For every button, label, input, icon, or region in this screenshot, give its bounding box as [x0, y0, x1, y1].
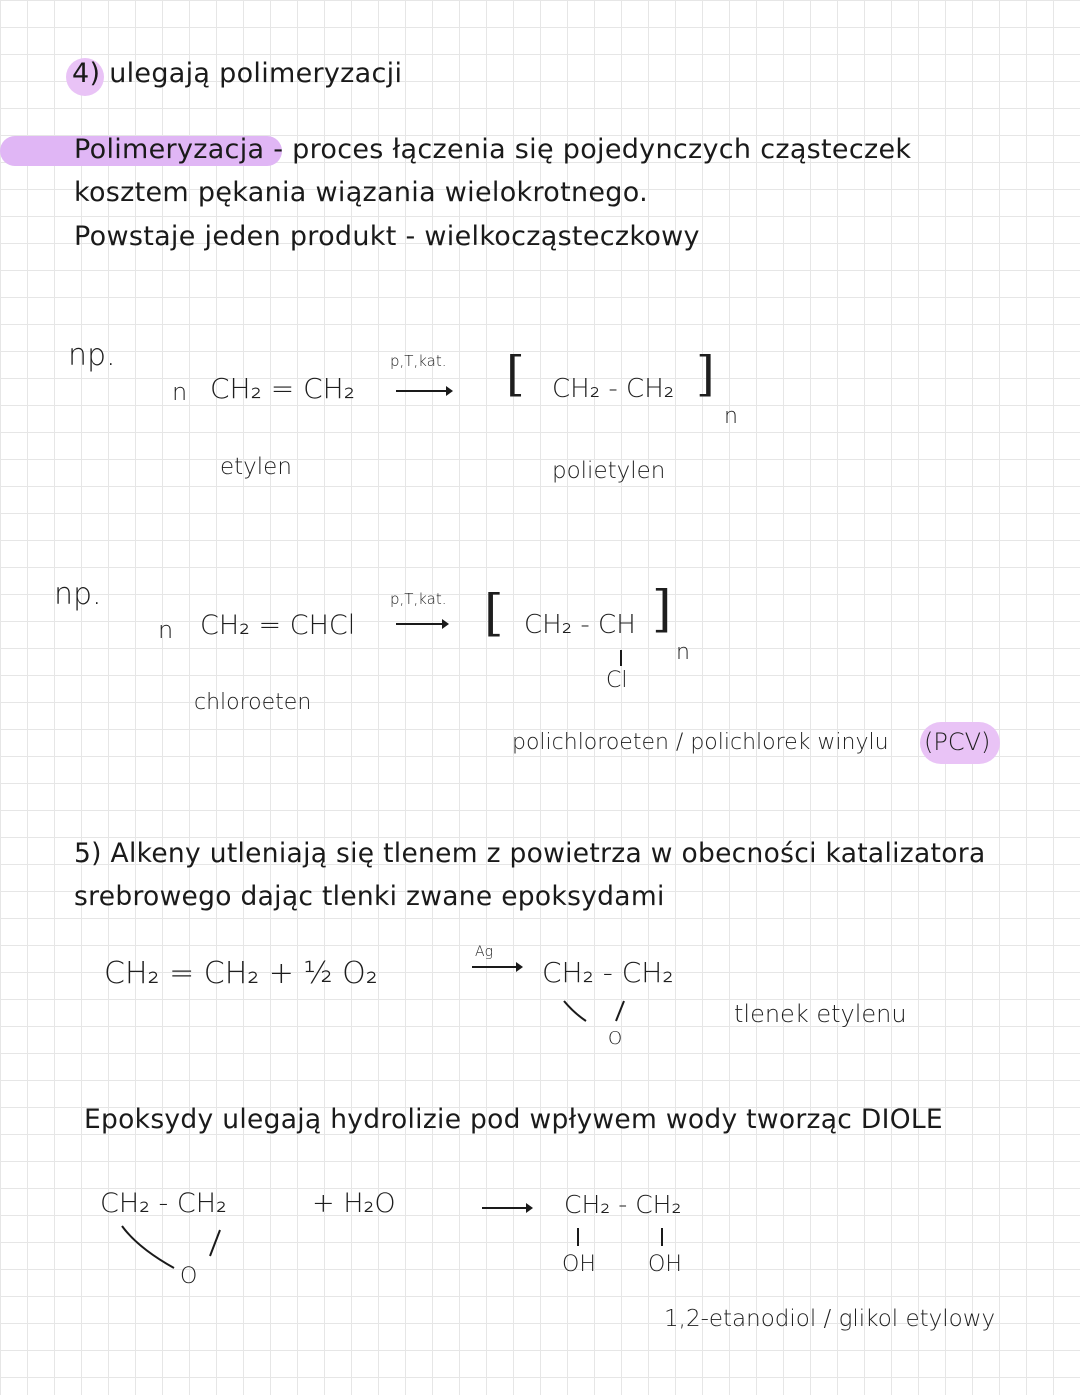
hydrolysis-epoxide-oxygen: O	[180, 1264, 198, 1289]
example1-product-n: n	[724, 404, 738, 429]
section5-line1: 5) Alkeny utleniają się tlenem z powietrza w obecności katalizatora	[74, 838, 986, 869]
hydrolysis-oh2: OH	[648, 1252, 682, 1277]
section5-line2: srebrowego dając tlenki zwane epoksydami	[74, 881, 665, 912]
hydrolysis-plus-water: + H₂O	[312, 1188, 396, 1219]
example2-np: np.	[54, 577, 102, 612]
example2-product-n: n	[676, 640, 690, 665]
example1-conditions: p,T,kat.	[390, 352, 447, 370]
example1-reactant: CH₂ = CH₂	[210, 372, 355, 405]
example2-arrow-icon	[394, 617, 450, 631]
reaction3-product: CH₂ - CH₂	[542, 956, 674, 989]
reaction3-left: CH₂ = CH₂ + ½ O₂	[104, 956, 378, 991]
example2-coef: n	[158, 616, 174, 644]
hydrolysis-epoxide-bonds	[118, 1222, 228, 1272]
example2-close-bracket: ]	[652, 580, 672, 638]
definition-line2: kosztem pękania wiązania wielokrotnego.	[74, 177, 648, 208]
definition-line1-rest: - proces łączenia się pojedynczych cząsteczek	[264, 134, 912, 165]
example2-bond-line	[616, 650, 626, 670]
example1-reactant-name: etylen	[220, 454, 292, 480]
example1-product-inner: CH₂ - CH₂	[552, 374, 675, 404]
definition-line3: Powstaje jeden produkt - wielkocząsteczkowy	[74, 221, 700, 252]
example2-product-name: polichloroeten / polichlorek winylu	[512, 730, 889, 755]
example2-substituent: Cl	[606, 668, 628, 693]
hydrolysis-oh-bonds	[570, 1226, 690, 1250]
example2-abbr: (PCV)	[924, 728, 991, 756]
example1-product-name: polietylen	[552, 458, 666, 484]
example2-reactant-name: chloroeten	[194, 690, 312, 715]
example2-product-inner: CH₂ - CH	[524, 610, 636, 640]
hydrolysis-statement: Epoksydy ulegają hydrolizie pod wpływem wody tworząc DIOLE	[84, 1104, 943, 1135]
hydrolysis-product: CH₂ - CH₂	[564, 1190, 682, 1219]
hydrolysis-product-name: 1,2-etanodiol / glikol etylowy	[664, 1306, 996, 1332]
example1-coef: n	[172, 378, 188, 406]
hydrolysis-oh1: OH	[562, 1252, 596, 1277]
hydrolysis-epoxide: CH₂ - CH₂	[100, 1188, 227, 1219]
definition-line1	[74, 134, 911, 165]
reaction3-catalyst: Ag	[475, 944, 493, 960]
example1-arrow-icon	[394, 384, 454, 398]
reaction3-epoxide-bonds	[560, 995, 640, 1035]
example1-open-bracket: [	[506, 346, 525, 402]
definition-term: Polimeryzacja	[74, 134, 265, 165]
section4-heading: 4) ulegają polimeryzacji	[72, 58, 403, 89]
example1-np: np.	[68, 338, 116, 373]
example2-conditions: p,T,kat.	[390, 590, 447, 608]
reaction3-oxygen: O	[608, 1028, 623, 1049]
hydrolysis-arrow-icon	[480, 1201, 536, 1215]
example1-close-bracket: ]	[696, 346, 715, 402]
example2-open-bracket: [	[484, 584, 504, 642]
reaction3-product-name: tlenek etylenu	[734, 1000, 907, 1028]
reaction3-arrow-icon	[470, 960, 526, 974]
example2-reactant: CH₂ = CHCl	[200, 610, 356, 641]
